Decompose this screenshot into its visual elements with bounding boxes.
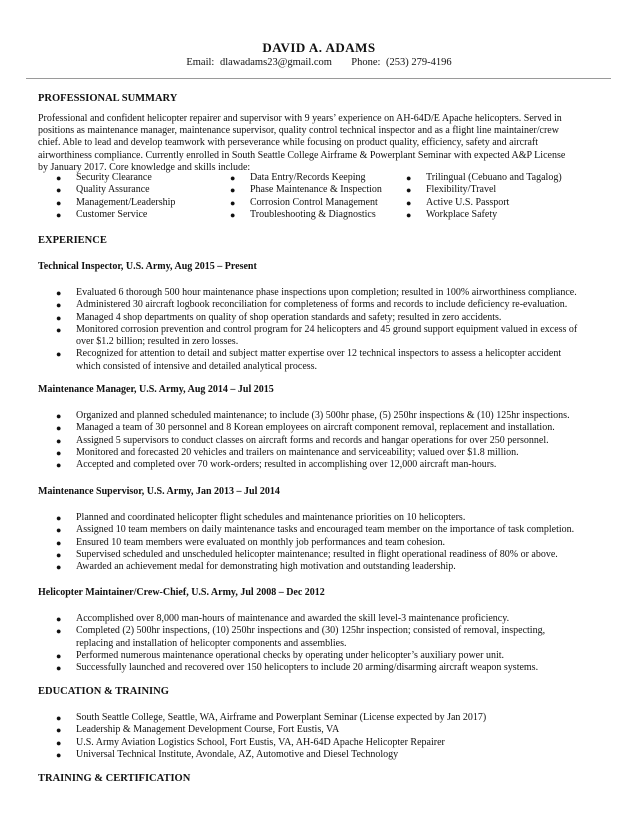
- education-item: ● U.S. Army Aviation Logistics School, Fort Eustis, VA, AH-64D Apache Helicopter Repairer: [56, 736, 445, 748]
- phone-value: (253) 279-4196: [386, 57, 452, 68]
- skill-item: ● Customer Service: [56, 208, 148, 220]
- job-bullet: ● Evaluated 6 thorough 500 hour maintenance phase inspections upon completion; resulted in 100% airworthiness compliance.: [56, 287, 577, 298]
- email-value: dlawadams23@gmail.com: [219, 57, 332, 68]
- job-bullet: ● Monitored corrosion prevention and control program for 24 helicopters and 45 ground support equipment valued in excess of over $1.2 billion; resulted in zero losses.: [56, 323, 578, 348]
- bullet-icon: ●: [230, 185, 236, 196]
- bullet-icon: ●: [56, 525, 62, 536]
- skill-item: ● Active U.S. Passport: [406, 196, 510, 208]
- contact-line: [0, 57, 638, 68]
- job-bullet: ● Awarded an achievement medal for demonstrating high motivation and outstanding leadership.: [56, 561, 456, 573]
- bullet-icon: ●: [406, 209, 412, 220]
- skill-item: ● Data Entry/Records Keeping: [230, 172, 366, 183]
- job-bullet: ● Accomplished over 8,000 man-hours of maintenance and awarded the skill level-3 maintenance proficiency.: [56, 613, 510, 624]
- bullet-icon: ●: [56, 537, 62, 548]
- skills-column: [38, 172, 175, 221]
- bullet-icon: ●: [56, 324, 62, 335]
- skill-item: ● Corrosion Control Management: [230, 196, 378, 208]
- job-bullet: ● Monitored and forecasted 20 vehicles and trailers on maintenance and serviceability; valued over $1.8 million.: [56, 446, 519, 458]
- candidate-name: DAVID A. ADAMS: [262, 40, 376, 55]
- bullet-icon: ●: [56, 626, 62, 637]
- job-bullet: ● Ensured 10 team members were evaluated on monthly job performances and team cohesion.: [56, 536, 446, 548]
- bullet-icon: ●: [230, 197, 236, 208]
- job-title: Maintenance Supervisor, U.S. Army, Jan 2013 – Jul 2014: [38, 486, 280, 497]
- summary-line: by January 2017. Core knowledge and skills include:: [38, 161, 251, 173]
- bullet-icon: ●: [56, 435, 62, 446]
- job-bullet: ● Successfully launched and recovered over 150 helicopters to include 20 arming/disarming aircraft weapon systems.: [56, 662, 539, 674]
- header-divider: [26, 78, 611, 79]
- skills-column: [388, 172, 562, 221]
- bullet-icon: ●: [406, 173, 412, 183]
- education-item: ● Leadership & Management Development Course, Fort Eustis, VA: [56, 724, 340, 736]
- skill-item: ● Flexibility/Travel: [406, 184, 497, 196]
- summary-paragraph: [38, 113, 598, 174]
- skill-item: ● Phase Maintenance & Inspection: [230, 184, 382, 196]
- bullet-icon: ●: [56, 737, 62, 748]
- bullet-icon: ●: [56, 663, 62, 674]
- bullet-icon: ●: [56, 713, 62, 723]
- bullet-icon: ●: [56, 288, 62, 298]
- skill-item: ● Trilingual (Cebuano and Tagalog): [406, 172, 562, 183]
- bullet-icon: ●: [56, 562, 62, 573]
- job-bullet: ● Completed (2) 500hr inspections, (10) 250hr inspections and (30) 125hr inspection; consisted of removal, inspecting, replacing and installation of helicopter components and assemblies.: [56, 625, 546, 649]
- bullet-icon: ●: [56, 173, 62, 183]
- job-title: Maintenance Manager, U.S. Army, Aug 2014 – Jul 2015: [38, 384, 274, 395]
- summary-line: airworthiness compliance. Currently enrolled in South Seattle College Airframe & Powerplant Seminar with expected A&P License: [38, 149, 566, 161]
- bullet-icon: ●: [56, 349, 62, 360]
- job-bullets: [38, 287, 598, 373]
- bullet-icon: ●: [56, 549, 62, 560]
- job-bullet: ● Supervised scheduled and unscheduled helicopter maintenance; resulted in flight operational readiness of 80% or above.: [56, 548, 558, 560]
- job-bullet: ● Managed a team of 30 personnel and 8 Korean employees on aircraft component removal, replacement and installation.: [56, 422, 555, 434]
- job-bullets: [38, 410, 598, 471]
- skills-column: [212, 172, 382, 221]
- skill-item: ● Management/Leadership: [56, 196, 176, 208]
- bullet-icon: ●: [56, 513, 62, 523]
- job-title: Technical Inspector, U.S. Army, Aug 2015 – Present: [38, 261, 257, 272]
- summary-line: Professional and confident helicopter repairer and supervisor with 9 years’ experience on AH-64D/E Apache helicopters. Served in: [38, 113, 562, 124]
- bullet-icon: ●: [56, 725, 62, 736]
- job-bullet: ● Administered 30 aircraft logbook reconciliation for completeness of forms and records to include deficiency re-evaluation.: [56, 299, 568, 311]
- bullet-icon: ●: [230, 209, 236, 220]
- bullet-icon: ●: [56, 411, 62, 421]
- bullet-icon: ●: [56, 209, 62, 220]
- job-bullet: ● Assigned 10 team members on daily maintenance tasks and encouraged team member on the importance of task completion.: [56, 524, 575, 536]
- bullet-icon: ●: [56, 614, 62, 624]
- bullet-icon: ●: [56, 312, 62, 323]
- email-label: Email:: [186, 57, 215, 68]
- bullet-icon: ●: [56, 460, 62, 471]
- job-bullets: [38, 512, 598, 573]
- training-heading: TRAINING & CERTIFICATION: [38, 773, 191, 784]
- job-bullet: ● Organized and planned scheduled maintenance; to include (3) 500hr phase, (5) 250hr inspections & (10) 125hr inspections.: [56, 410, 570, 421]
- education-item: ● South Seattle College, Seattle, WA, Airframe and Powerplant Seminar (License expected by Jan 2017): [56, 712, 487, 723]
- summary-line: positions as maintenance manager, maintenance supervisor, quality control technical inspector and as a flight line maintainer/crew: [38, 125, 559, 137]
- summary-line: chief. Able to lead and develop teamwork with perseverance while focusing on product quality, efficiency, safety and aircraft: [38, 137, 538, 149]
- bullet-icon: ●: [406, 197, 412, 208]
- education-list: [38, 712, 598, 761]
- job-bullets: [38, 613, 598, 674]
- skill-item: ● Quality Assurance: [56, 184, 150, 196]
- job-bullet: ● Accepted and completed over 70 work-orders; resulted in accomplishing over 12,000 aircraft man-hours.: [56, 459, 497, 471]
- phone-label: Phone:: [351, 57, 381, 68]
- job-bullet: ● Recognized for attention to detail and subject matter expertise over 12 technical inspectors to assess a helicopter accident which consisted of intensive and detailed analytical process.: [56, 348, 562, 372]
- experience-heading: EXPERIENCE: [38, 235, 107, 246]
- bullet-icon: ●: [56, 300, 62, 311]
- bullet-icon: ●: [56, 185, 62, 196]
- job-bullet: ● Performed numerous maintenance operational checks by operating under helicopter’s auxiliary power unit.: [56, 649, 505, 661]
- education-heading: EDUCATION & TRAINING: [38, 686, 169, 697]
- bullet-icon: ●: [56, 749, 62, 760]
- bullet-icon: ●: [56, 447, 62, 458]
- job-bullet: ● Planned and coordinated helicopter flight schedules and maintenance priorities on 10 helicopters.: [56, 512, 466, 523]
- job-bullet: ● Assigned 5 supervisors to conduct classes on aircraft forms and records and hangar operations for over 250 personnel.: [56, 434, 549, 446]
- bullet-icon: ●: [406, 185, 412, 196]
- job-bullet: ● Managed 4 shop departments on quality of shop operation standards and safety; resulted in zero accidents.: [56, 311, 502, 323]
- bullet-icon: ●: [56, 197, 62, 208]
- skill-item: ● Security Clearance: [56, 172, 152, 183]
- skill-item: ● Workplace Safety: [406, 208, 498, 220]
- education-item: ● Universal Technical Institute, Avondale, AZ, Automotive and Diesel Technology: [56, 748, 399, 760]
- job-title: Helicopter Maintainer/Crew-Chief, U.S. Army, Jul 2008 – Dec 2012: [38, 587, 325, 598]
- bullet-icon: ●: [56, 423, 62, 434]
- bullet-icon: ●: [230, 173, 236, 183]
- summary-heading: PROFESSIONAL SUMMARY: [38, 93, 178, 104]
- skill-item: ● Troubleshooting & Diagnostics: [230, 208, 376, 220]
- bullet-icon: ●: [56, 650, 62, 661]
